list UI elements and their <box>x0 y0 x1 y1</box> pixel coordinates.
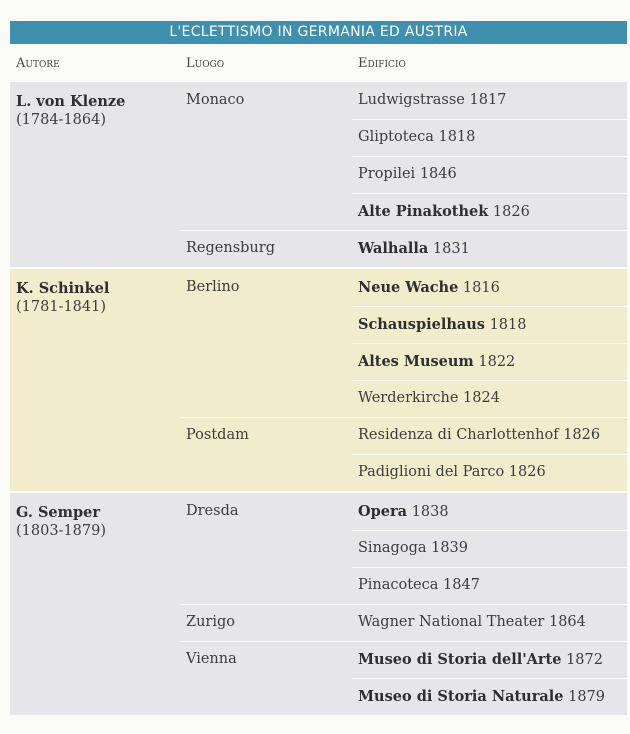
building-cell <box>358 343 515 380</box>
building-name: Pinacoteca <box>358 577 439 593</box>
building-year: 1816 <box>462 280 500 296</box>
table-header <box>10 44 627 82</box>
building-cell <box>358 493 449 530</box>
row-separator <box>352 678 627 679</box>
building-name: Gliptoteca <box>358 129 434 145</box>
row-separator <box>352 156 627 157</box>
building-cell <box>358 82 506 119</box>
author-dates: (1784-1864) <box>16 112 107 128</box>
row-separator <box>352 306 627 307</box>
building-year: 1818 <box>438 129 476 145</box>
header-place: Luogo <box>186 56 225 71</box>
building-cell <box>358 156 457 193</box>
building-cell <box>358 641 603 678</box>
building-cell <box>358 567 480 604</box>
building-name: Museo di Storia Naturale <box>358 688 564 705</box>
author-name: K. Schinkel <box>16 280 110 297</box>
building-year: 1817 <box>469 92 507 108</box>
header-author: Autore <box>16 56 60 71</box>
building-name: Padiglioni del Parco <box>358 464 505 480</box>
building-name: Werderkirche <box>358 390 459 406</box>
building-cell <box>358 604 586 641</box>
row-separator <box>352 119 627 120</box>
building-name: Residenza di Charlottenhof <box>358 427 559 443</box>
building-cell <box>358 193 530 230</box>
building-name: Wagner National Theater <box>358 614 545 630</box>
building-year: 1847 <box>443 577 480 593</box>
building-year: 1838 <box>411 504 449 520</box>
row-separator <box>352 454 627 455</box>
building-cell <box>358 380 500 417</box>
header-building: Edificio <box>358 56 406 71</box>
author-group <box>10 82 627 267</box>
building-cell <box>358 454 546 491</box>
place-cell: Dresda <box>186 503 239 519</box>
building-name: Neue Wache <box>358 279 459 296</box>
author-group <box>10 269 627 491</box>
author-cell <box>16 92 125 130</box>
building-year: 1826 <box>492 204 530 220</box>
row-separator <box>352 567 627 568</box>
building-year: 1824 <box>463 390 500 406</box>
author-name: L. von Klenze <box>16 93 126 110</box>
row-separator <box>352 530 627 531</box>
place-cell: Monaco <box>186 92 245 108</box>
building-year: 1831 <box>432 241 470 257</box>
building-year: 1822 <box>478 354 516 370</box>
row-separator <box>352 380 627 381</box>
place-cell: Berlino <box>186 279 240 295</box>
building-name: Museo di Storia dell'Arte <box>358 651 562 668</box>
author-cell <box>16 503 106 541</box>
place-cell: Vienna <box>186 651 237 667</box>
building-year: 1839 <box>431 540 469 556</box>
building-cell <box>358 417 600 454</box>
row-separator <box>352 193 627 194</box>
author-name: G. Semper <box>16 504 101 521</box>
building-year: 1846 <box>419 166 457 182</box>
building-name: Walhalla <box>358 240 429 257</box>
building-year: 1879 <box>568 689 606 705</box>
building-cell <box>358 230 470 267</box>
building-name: Propilei <box>358 166 416 182</box>
author-dates: (1781-1841) <box>16 299 107 315</box>
place-cell: Zurigo <box>186 614 235 630</box>
author-dates: (1803-1879) <box>16 523 107 539</box>
building-cell <box>358 678 605 715</box>
building-cell <box>358 269 500 306</box>
building-year: 1826 <box>563 427 601 443</box>
building-cell <box>358 530 468 567</box>
place-cell: Regensburg <box>186 240 275 256</box>
building-year: 1872 <box>566 652 603 668</box>
row-separator <box>352 343 627 344</box>
building-name: Opera <box>358 503 408 520</box>
building-name: Altes Museum <box>358 353 474 370</box>
author-cell <box>16 279 109 317</box>
place-cell: Postdam <box>186 427 249 443</box>
building-year: 1826 <box>508 464 546 480</box>
building-name: Schauspielhaus <box>358 316 485 333</box>
building-name: Sinagoga <box>358 540 427 556</box>
building-name: Alte Pinakothek <box>358 203 489 220</box>
building-year: 1818 <box>489 317 527 333</box>
author-group <box>10 493 627 715</box>
table-title: L'ECLETTISMO IN GERMANIA ED AUSTRIA <box>10 21 627 44</box>
building-year: 1864 <box>548 614 586 630</box>
building-cell <box>358 306 526 343</box>
building-cell <box>358 119 475 156</box>
building-name: Ludwigstrasse <box>358 92 465 108</box>
